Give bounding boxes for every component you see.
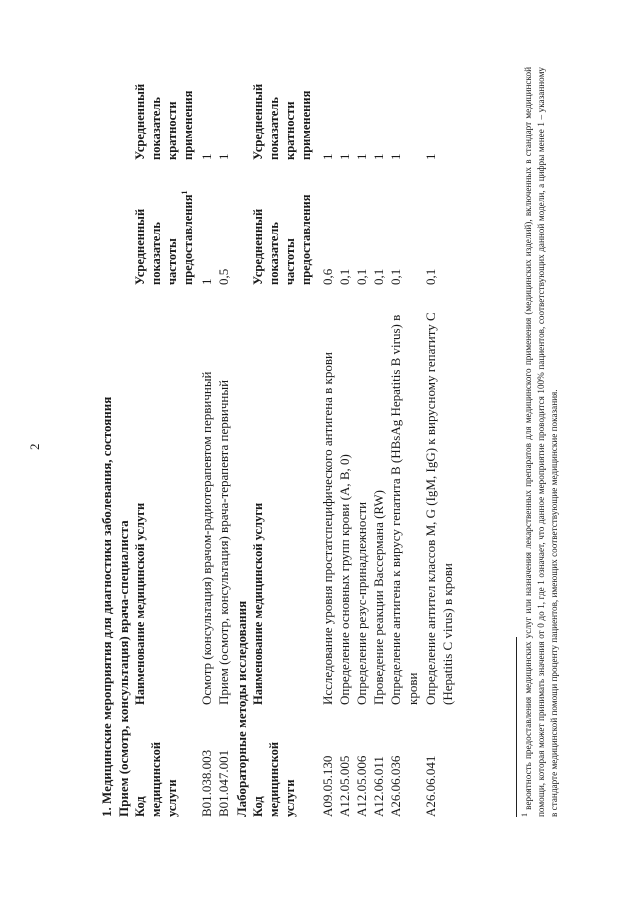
row-multiplicity: 1 (216, 153, 231, 160)
row-multiplicity: 1 (354, 153, 369, 160)
row-code: A12.05.006 (354, 755, 369, 817)
row-frequency: 0,6 (320, 268, 335, 285)
table1-header-name: Наименование медицинской услуги (133, 502, 147, 705)
row-name: Определение антигена к вирусу гепатита B (HBsAg Hepatitis B virus) в (388, 314, 403, 705)
row-name: Проведение реакции Вассермана (RW) (371, 490, 386, 705)
row-multiplicity: 1 (199, 153, 214, 160)
table2-header-multiplicity: Усредненный показатель кратности применения (251, 83, 313, 160)
row-multiplicity: 1 (388, 153, 403, 160)
row-frequency: 0,1 (388, 268, 403, 285)
row-name: Осмотр (консультация) врачом-радиотерапевтом первичный (199, 371, 214, 705)
table1-header-frequency: Усредненный показатель частоты предоставления$^1$ (133, 190, 195, 285)
row-code: A26.06.041 (423, 755, 438, 817)
row-code: A12.05.005 (337, 755, 352, 817)
row-name: Прием (осмотр, консультация) врача-терапевта первичный (216, 379, 231, 705)
table2-header-frequency: Усредненный показатель частоты предоставления (251, 194, 313, 285)
table1-header-code: Код медицинской услуги (133, 741, 179, 817)
row-code: A26.06.036 (388, 755, 403, 817)
row-name: Определение антител классов M, G (IgM, IgG) к вирусному гепатиту C (423, 312, 438, 705)
row-name: Определение основных групп крови (A, B, 0) (337, 454, 352, 705)
row-frequency: 0,1 (371, 268, 386, 285)
row-name-continued: крови (405, 672, 420, 705)
row-code: B01.038.003 (199, 749, 214, 817)
row-name: Определение резус-принадлежности (354, 501, 369, 705)
footnote-marker: 1 (519, 813, 529, 817)
subsection-title-consultation: Прием (осмотр, консультация) врача-специалиста (116, 520, 131, 817)
table2-header-code: Код медицинской услуги (251, 741, 297, 817)
table2-header-name: Наименование медицинской услуги (251, 502, 265, 705)
row-name-continued: (Hepatitis C virus) в крови (440, 563, 455, 705)
row-multiplicity: 1 (320, 153, 335, 160)
footnote (519, 67, 561, 817)
subsection-title-lab: Лабораторные методы исследования (234, 600, 249, 817)
footnote-divider (516, 637, 517, 817)
row-frequency: 0,1 (354, 268, 369, 285)
row-name: Исследование уровня простатспецифического антигена в крови (320, 352, 335, 705)
footnote-text: вероятность предоставления медицинских услуг или назначения лекарственных препаратов для медицинского применения (медицинских изделий), включенных в стандарт медицинской помощи, которая может принимать значения от 0 до 1, где 1 означает, что данное мероприятие проводится 100% пациентов, соответствующих данной модели, а цифры менее 1 – указанному в стандарте медицинской помощи проценту пациентов, имеющих соответствующие медицинские показания. (523, 67, 559, 817)
section-title: 1. Медицинские мероприятия для диагностики заболевания, состояния (99, 396, 114, 817)
row-frequency: 0,1 (337, 268, 352, 285)
row-frequency: 1 (199, 278, 214, 285)
row-code: A09.05.130 (320, 755, 335, 817)
footnote-ref: 1 (179, 190, 189, 195)
row-multiplicity: 1 (337, 153, 352, 160)
page-number: 2 (27, 443, 42, 450)
table1-header-multiplicity: Усредненный показатель кратности применения (133, 83, 195, 160)
row-code: A12.06.011 (371, 756, 386, 817)
row-multiplicity: 1 (423, 153, 438, 160)
row-code: B01.047.001 (216, 749, 231, 817)
row-multiplicity: 1 (371, 153, 386, 160)
row-frequency: 0,5 (216, 268, 231, 285)
row-frequency: 0,1 (423, 268, 438, 285)
